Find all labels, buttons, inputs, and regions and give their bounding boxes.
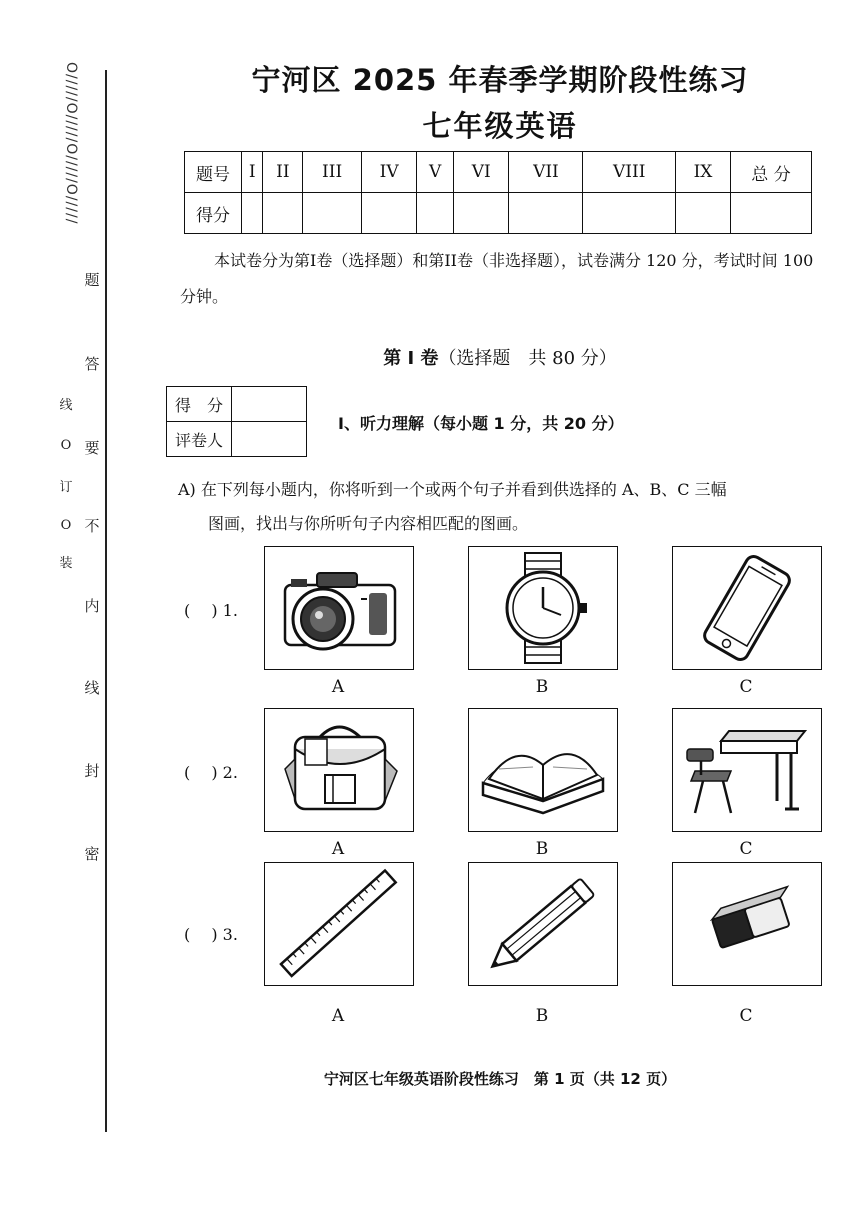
score-cell[interactable]: [303, 193, 362, 234]
question-label[interactable]: ( ) 1.: [184, 601, 238, 620]
binding-inner-label: 装: [59, 556, 73, 571]
score-cell[interactable]: [263, 193, 303, 234]
binding-label: 题: [84, 271, 100, 289]
score-column-header: VIII: [583, 152, 676, 193]
score-column-header: IX: [676, 152, 731, 193]
score-column-header: VI: [454, 152, 509, 193]
option-picture[interactable]: [672, 862, 822, 986]
grader-box: [166, 386, 307, 457]
score-cell[interactable]: [676, 193, 731, 234]
option-letter: A: [331, 677, 345, 697]
binding-inner-label: O: [60, 438, 72, 453]
binding-label: 线: [84, 679, 100, 697]
binding-inner-label: O: [60, 518, 72, 533]
score-table-value-row: [185, 193, 812, 234]
schoolbag-icon: [265, 709, 413, 831]
desk-icon: [673, 709, 821, 831]
score-column-header: III: [303, 152, 362, 193]
binding-line: [105, 70, 107, 1132]
option-picture[interactable]: [468, 708, 618, 832]
ruler-icon: [265, 863, 413, 985]
score-cell[interactable]: [242, 193, 263, 234]
option-letter: B: [535, 677, 549, 697]
score-cell[interactable]: [417, 193, 454, 234]
question-label[interactable]: ( ) 3.: [184, 925, 238, 944]
option-letter: C: [739, 1006, 753, 1026]
binding-slash-pattern: O/////O/////O/////O/////: [63, 62, 79, 225]
binding-inner-label: 订: [59, 480, 73, 495]
grader-name-cell[interactable]: [232, 422, 307, 457]
binding-inner-label: 线: [59, 398, 73, 413]
grader-name-label: 评卷人: [167, 422, 232, 457]
option-picture[interactable]: [672, 546, 822, 670]
score-column-header: VII: [509, 152, 583, 193]
exam-instructions: 本试卷分为第I卷（选择题）和第II卷（非选择题），试卷满分 120 分，考试时间 100 分钟。: [180, 251, 814, 306]
score-cell[interactable]: [509, 193, 583, 234]
option-picture[interactable]: [264, 546, 414, 670]
score-cell[interactable]: [731, 193, 812, 234]
score-column-header: V: [417, 152, 454, 193]
option-picture[interactable]: [672, 708, 822, 832]
page-footer: 宁河区七年级英语阶段性练习 第 1 页（共 12 页）: [323, 1070, 677, 1088]
part-a-line: A) 在下列每小题内，你将听到一个或两个句子并看到供选择的 A、B、C 三幅: [178, 480, 727, 499]
option-letter: C: [739, 677, 753, 697]
option-letter: B: [535, 1006, 549, 1026]
score-column-header: II: [263, 152, 303, 193]
score-cell[interactable]: [361, 193, 416, 234]
binding-label: 要: [84, 439, 100, 457]
score-table-label: 得分: [185, 193, 242, 234]
part-title: I、听力理解（每小题 1 分，共 20 分）: [338, 414, 624, 433]
option-picture[interactable]: [264, 862, 414, 986]
part-a-instructions: [178, 473, 828, 541]
question-label[interactable]: ( ) 2.: [184, 763, 238, 782]
watch-icon: [469, 547, 617, 669]
page-subtitle: 七年级英语: [422, 109, 578, 143]
option-letter: C: [739, 839, 753, 859]
score-column-header: I: [242, 152, 263, 193]
grader-score-label: 得 分: [167, 387, 232, 422]
score-column-header: IV: [361, 152, 416, 193]
part-a-line: 图画，找出与你所听句子内容相匹配的图画。: [208, 514, 529, 533]
binding-label: 内: [84, 597, 100, 615]
book-icon: [469, 709, 617, 831]
section-title-rest: （选择题 共 80 分）: [438, 348, 617, 369]
score-table: [184, 151, 812, 234]
score-cell[interactable]: [583, 193, 676, 234]
option-picture[interactable]: [468, 862, 618, 986]
option-letter: A: [331, 1006, 345, 1026]
eraser-icon: [673, 863, 821, 985]
binding-label: 答: [84, 355, 100, 373]
section-title: [200, 344, 800, 370]
binding-label: 不: [84, 517, 100, 535]
option-picture[interactable]: [468, 546, 618, 670]
page-title: 宁河区 2025 年春季学期阶段性练习: [251, 63, 749, 97]
phone-icon: [673, 547, 821, 669]
binding-label: 封: [84, 762, 100, 780]
score-cell[interactable]: [454, 193, 509, 234]
section-title-bold: 第 I 卷: [383, 348, 439, 369]
pencil-icon: [469, 863, 617, 985]
option-letter: A: [331, 839, 345, 859]
grader-score-cell[interactable]: [232, 387, 307, 422]
option-picture[interactable]: [264, 708, 414, 832]
score-table-label: 题号: [185, 152, 242, 193]
option-letter: B: [535, 839, 549, 859]
camera-icon: [265, 547, 413, 669]
score-table-header-row: [185, 152, 812, 193]
score-column-header: 总 分: [731, 152, 812, 193]
binding-label: 密: [84, 845, 100, 863]
